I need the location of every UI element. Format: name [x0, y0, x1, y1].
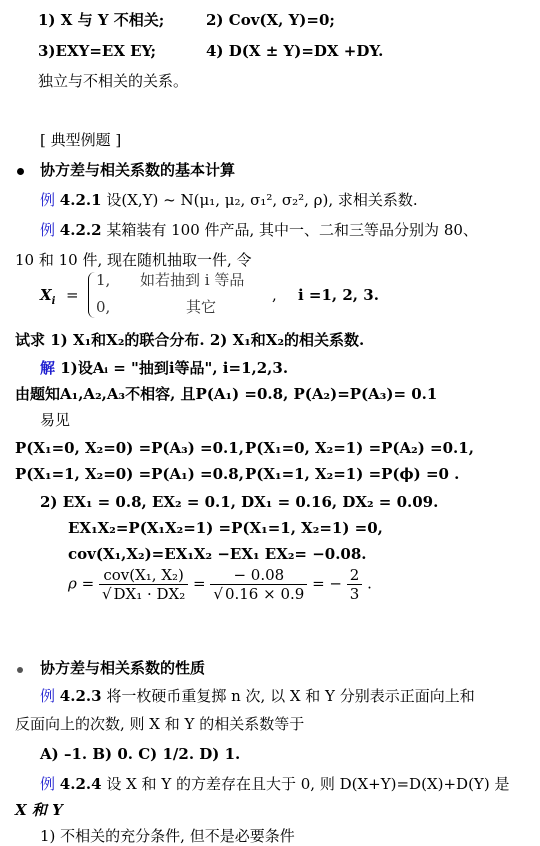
case-1-value: 1, [96, 271, 111, 289]
cases-brace [88, 272, 95, 318]
example-number: 4.2.4 [59, 775, 102, 793]
solution-step-text: 1)设Aᵢ = "抽到i等品", i=1,2,3. [60, 359, 289, 377]
example-text: 设 X 和 Y 的方差存在且大于 0, 则 D(X+Y)=D(X)+D(Y) 是 [106, 775, 510, 793]
example-number: 4.2.1 [59, 191, 102, 209]
case-2-value: 0, [96, 298, 111, 316]
index-range: i =1, 2, 3. [298, 286, 379, 304]
intro-item-2: 2) Cov(X, Y)=0; [206, 11, 335, 29]
intro-item-4: 4) D(X ± Y)=DX +DY. [206, 42, 384, 60]
topic-properties: 协方差与相关系数的性质 [40, 659, 206, 677]
indicator-variable: $X_i$ [40, 286, 56, 307]
definition-comma: , [272, 286, 277, 304]
joint-prob-01: P(X₁=0, X₂=1) =P(A₂) =0.1, [245, 439, 474, 457]
question-text: 试求 1) X₁和X₂的联合分布. 2) X₁和X₂的相关系数. [15, 331, 365, 349]
example-label: 例 [40, 191, 56, 209]
formula-period: . [367, 574, 372, 593]
example-number: 4.2.3 [59, 687, 102, 705]
example-label: 例 [40, 221, 56, 239]
example-label: 例 [40, 687, 56, 705]
case-2-condition: 其它 [186, 298, 217, 316]
covariance-result: cov(X₁,X₂)=EX₁X₂ −EX₁ EX₂= −0.08. [68, 545, 367, 563]
examples-heading: [ 典型例题 ] [40, 131, 122, 149]
example-number: 4.2.2 [59, 221, 102, 239]
example-4-2-3-line-2: 反面向上的次数, 则 X 和 Y 的相关系数等于 [15, 715, 305, 733]
example-text: 设(X,Y) ~ N(μ₁, μ₂, σ₁², σ₂², ρ), 求相关系数. [106, 191, 418, 209]
expectation-product: EX₁X₂=P(X₁X₂=1) =P(X₁=1, X₂=1) =0, [68, 519, 383, 537]
fraction-values: $\frac{- 0.08}{√ 0.16 \times 0.9}$ [210, 566, 307, 603]
indicator-equals: = [66, 286, 79, 304]
result-prefix: = − [312, 574, 342, 593]
fraction-result: $\frac{2}{3}$ [347, 566, 363, 603]
case-1-condition: 如若抽到 i 等品 [140, 271, 245, 289]
solution-step-2: 由题知A₁,A₂,A₃不相容, 且P(A₁) =0.8, P(A₂)=P(A₃)= 0.1 [15, 385, 438, 403]
example-4-2-4-line-2: X 和 Y [15, 801, 63, 819]
example-4-2-4-line-1 [40, 774, 509, 794]
example-text: 某箱装有 100 件产品, 其中一、二和三等品分别为 80、 [106, 221, 478, 239]
rho-symbol: ρ = [68, 574, 95, 593]
example-4-2-1 [40, 190, 418, 210]
independence-relation: 独立与不相关的关系。 [38, 72, 189, 90]
example-4-2-3-options: A) –1. B) 0. C) 1/2. D) 1. [40, 745, 241, 763]
topic-basic-calculation: 协方差与相关系数的基本计算 [40, 161, 236, 179]
bullet-icon [17, 168, 24, 175]
formula-equals: = [193, 574, 206, 593]
bullet-icon [17, 667, 23, 673]
example-4-2-2-line-1 [40, 220, 478, 240]
joint-prob-10: P(X₁=1, X₂=0) =P(A₁) =0.8, [15, 465, 244, 483]
intro-item-1: 1) X 与 Y 不相关; [38, 11, 165, 29]
example-4-2-4-option-1: 1) 不相关的充分条件, 但不是必要条件 [40, 827, 295, 845]
example-4-2-2-line-2: 10 和 10 件, 现在随机抽取一件, 令 [15, 251, 252, 269]
example-text: 将一枚硬币重复掷 n 次, 以 X 和 Y 分别表示正面向上和 [106, 687, 475, 705]
joint-prob-11: P(X₁=1, X₂=1) =P(ϕ) =0 . [245, 465, 460, 483]
easy-see: 易见 [40, 411, 71, 429]
solution-label: 解 [40, 359, 56, 377]
correlation-formula [68, 566, 372, 603]
example-4-2-3-line-1 [40, 686, 475, 706]
fraction-definition: $\frac{\text{cov(X₁, X₂)}}{\text{√ DX₁ · DX₂}}$ [99, 566, 188, 603]
example-label: 例 [40, 775, 56, 793]
joint-prob-00: P(X₁=0, X₂=0) =P(A₃) =0.1, [15, 439, 244, 457]
solution-part-2: 2) EX₁ = 0.8, EX₂ = 0.1, DX₁ = 0.16, DX₂ = 0.09. [40, 493, 439, 511]
intro-item-3: 3)EXY=EX EY; [38, 42, 157, 60]
solution-step-1 [40, 358, 288, 378]
